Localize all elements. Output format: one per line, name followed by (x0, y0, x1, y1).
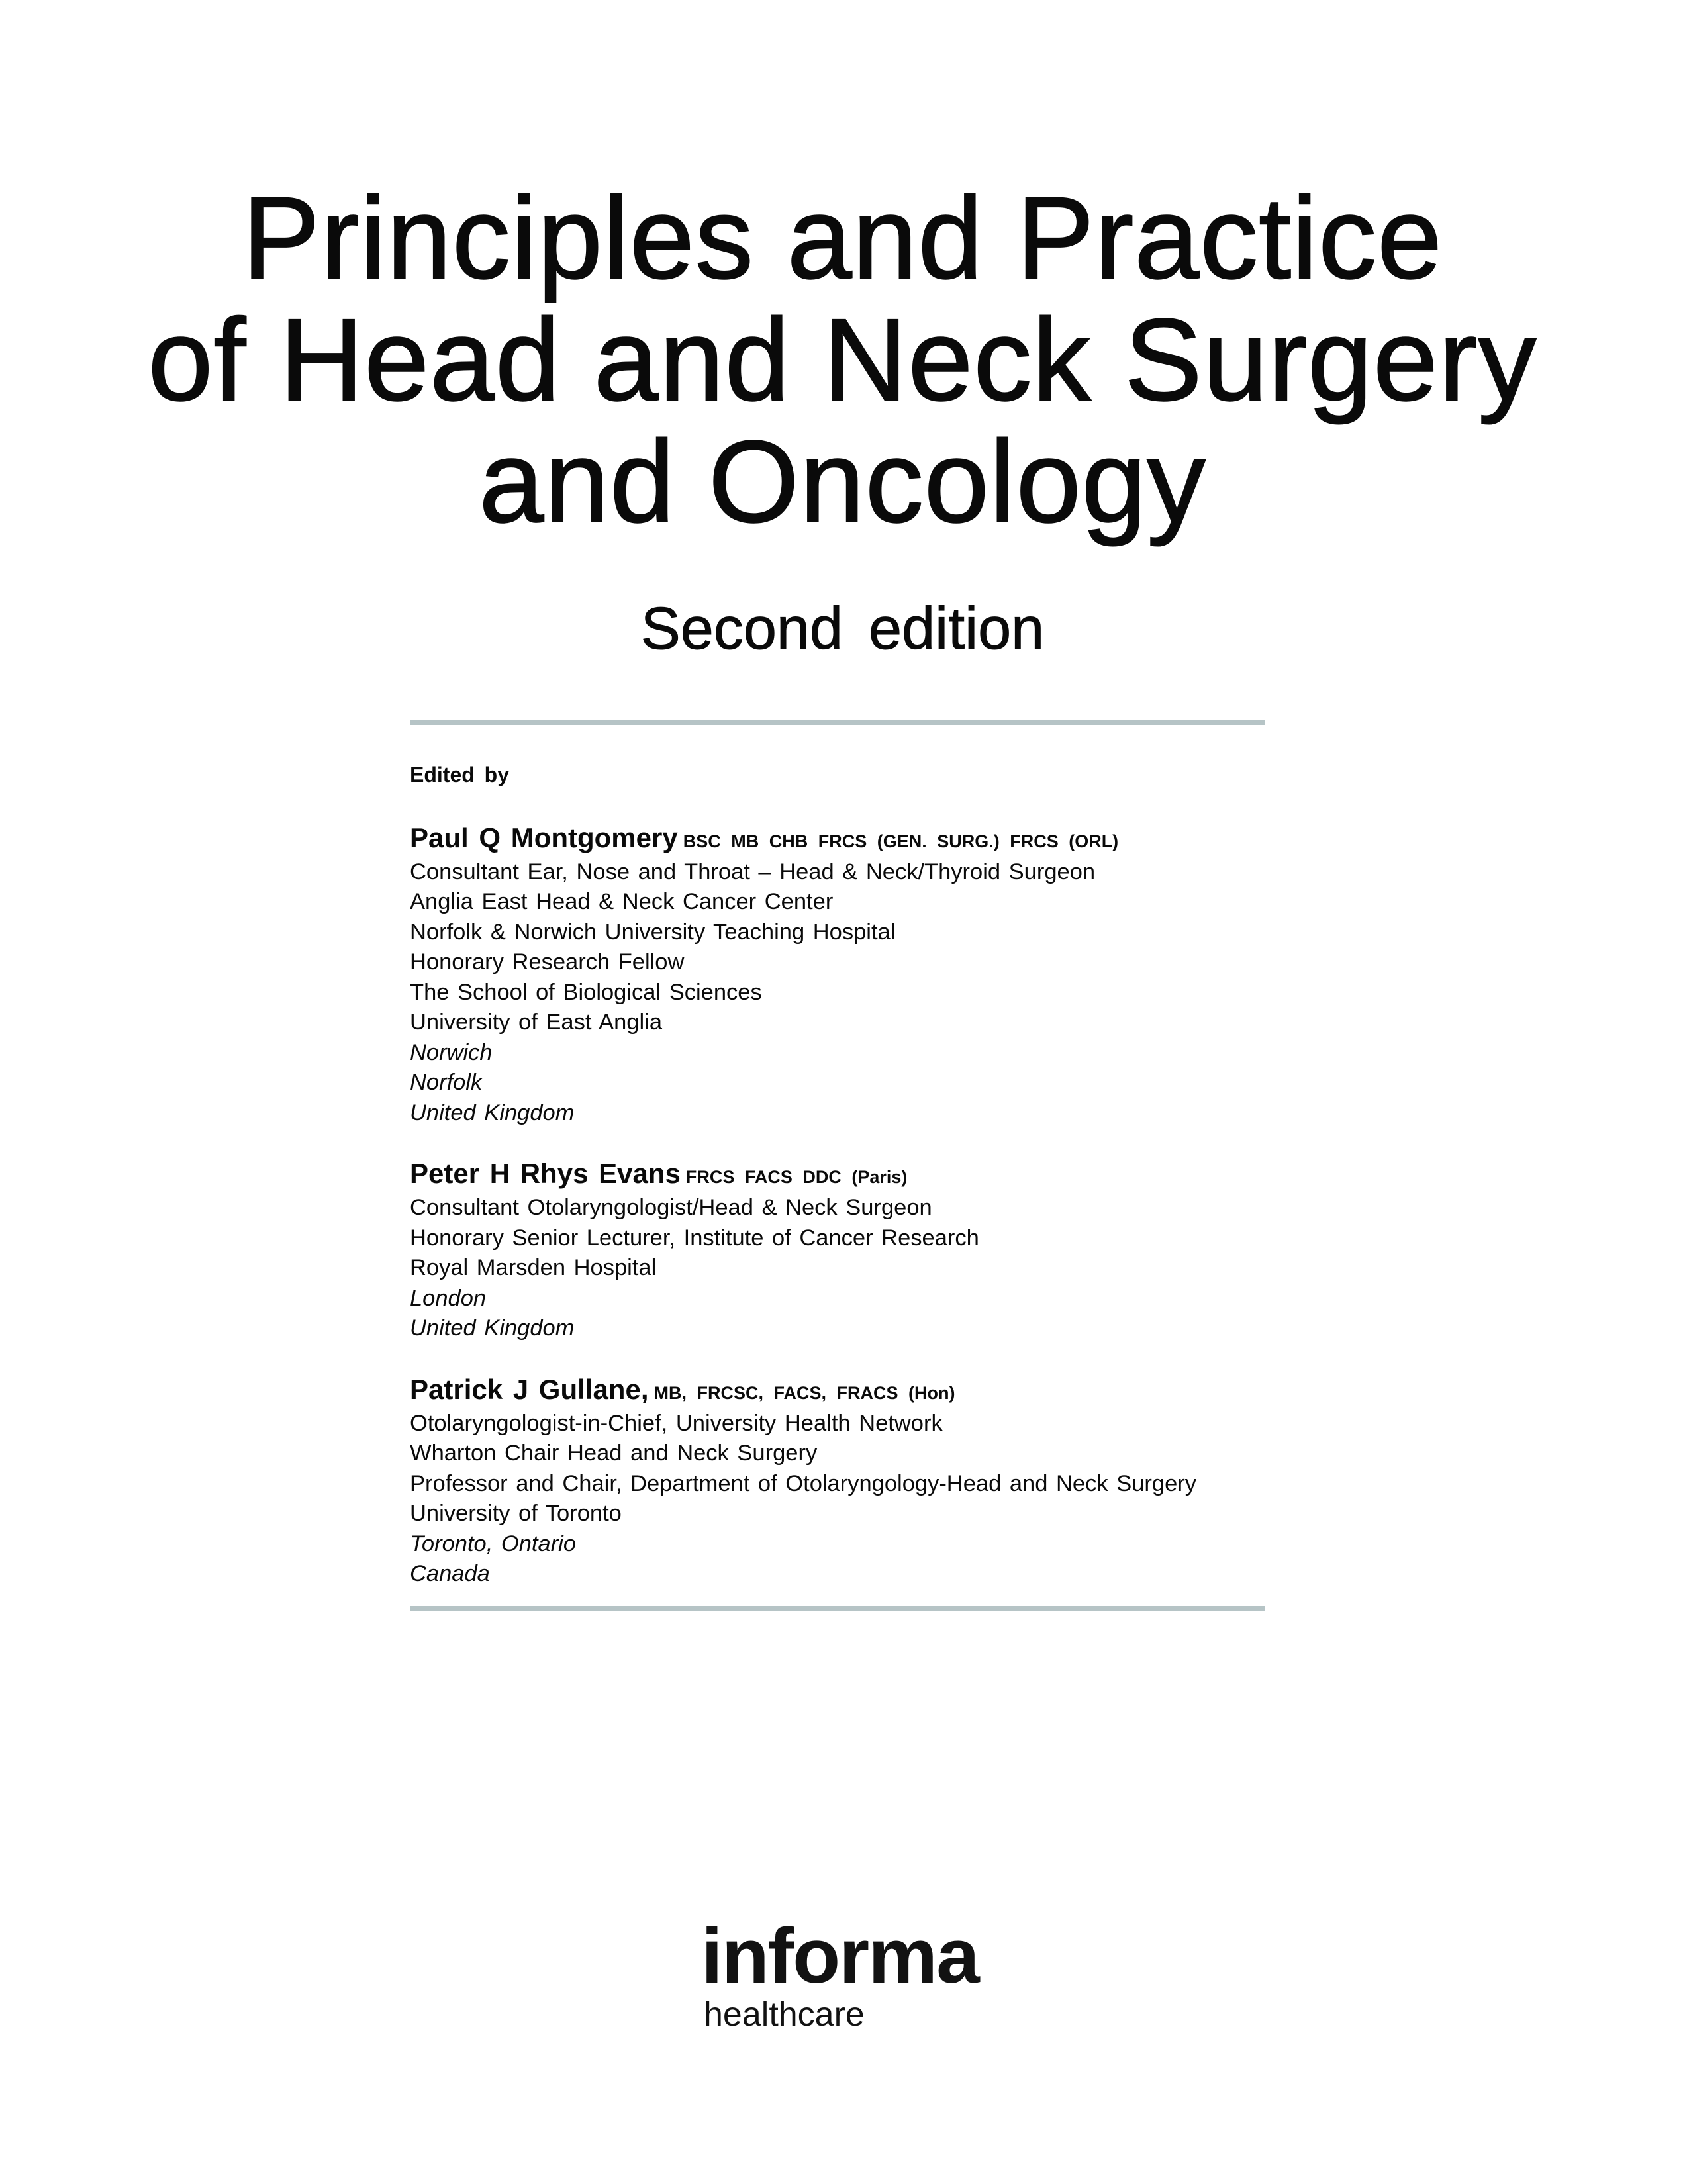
place-line: London (410, 1285, 487, 1311)
affiliation-line: Wharton Chair Head and Neck Surgery (410, 1441, 818, 1466)
editors-section (410, 760, 1403, 1590)
editor-name-line (410, 1158, 1403, 1193)
editor-credentials: BSC MB CHB FRCS (GEN. SURG.) FRCS (ORL) (683, 831, 1119, 851)
publisher-logo (701, 1913, 1098, 2034)
editor-name-line (410, 1374, 1403, 1409)
editor-credentials: MB, FRCSC, FACS, FRACS (Hon) (653, 1382, 955, 1403)
affiliation-line: Norfolk & Norwich University Teaching Hospital (410, 919, 896, 945)
editor-entry (410, 1158, 1403, 1344)
bottom-divider (410, 1606, 1265, 1611)
book-title-line-3: and Oncology (479, 417, 1206, 547)
publisher-brand: informa (701, 1913, 979, 2000)
affiliation-line: Consultant Otolaryngologist/Head & Neck Surgeon (410, 1195, 932, 1220)
editor-name: Peter H Rhys Evans (410, 1158, 681, 1189)
affiliation-line: Consultant Ear, Nose and Throat – Head & Neck/Thyroid Surgeon (410, 859, 1096, 884)
editor-name: Paul Q Montgomery (410, 822, 678, 853)
edited-by-label: Edited by (410, 763, 510, 786)
affiliation-line: Otolaryngologist-in-Chief, University Health Network (410, 1410, 943, 1436)
affiliation-line: Honorary Research Fellow (410, 949, 685, 974)
affiliation-line: Professor and Chair, Department of Otolaryngology-Head and Neck Surgery (410, 1470, 1197, 1496)
place-line: Canada (410, 1561, 490, 1586)
affiliation-line: University of East Anglia (410, 1010, 663, 1035)
affiliation-line: The School of Biological Sciences (410, 979, 762, 1005)
editor-credentials: FRCS FACS DDC (Paris) (685, 1167, 908, 1187)
editor-name: Patrick J Gullane, (410, 1373, 649, 1405)
book-title-line-2: of Head and Neck Surgery (148, 295, 1537, 425)
place-line: Norfolk (410, 1070, 483, 1095)
affiliation-line: Anglia East Head & Neck Cancer Center (410, 889, 834, 914)
book-title (0, 173, 1685, 547)
editor-entry (410, 822, 1403, 1129)
place-line: United Kingdom (410, 1100, 575, 1125)
place-line: United Kingdom (410, 1315, 575, 1341)
affiliation-line: Honorary Senior Lecturer, Institute of Cancer Research (410, 1225, 979, 1251)
edition-label: Second edition (640, 596, 1045, 662)
top-divider (410, 720, 1265, 725)
place-line: Norwich (410, 1039, 493, 1065)
book-title-line-1: Principles and Practice (242, 173, 1443, 303)
editor-entry (410, 1374, 1403, 1590)
publisher-division: healthcare (704, 1995, 865, 2034)
affiliation-line: University of Toronto (410, 1501, 622, 1526)
affiliation-line: Royal Marsden Hospital (410, 1255, 657, 1280)
place-line: Toronto, Ontario (410, 1531, 577, 1556)
editor-name-line (410, 822, 1403, 857)
